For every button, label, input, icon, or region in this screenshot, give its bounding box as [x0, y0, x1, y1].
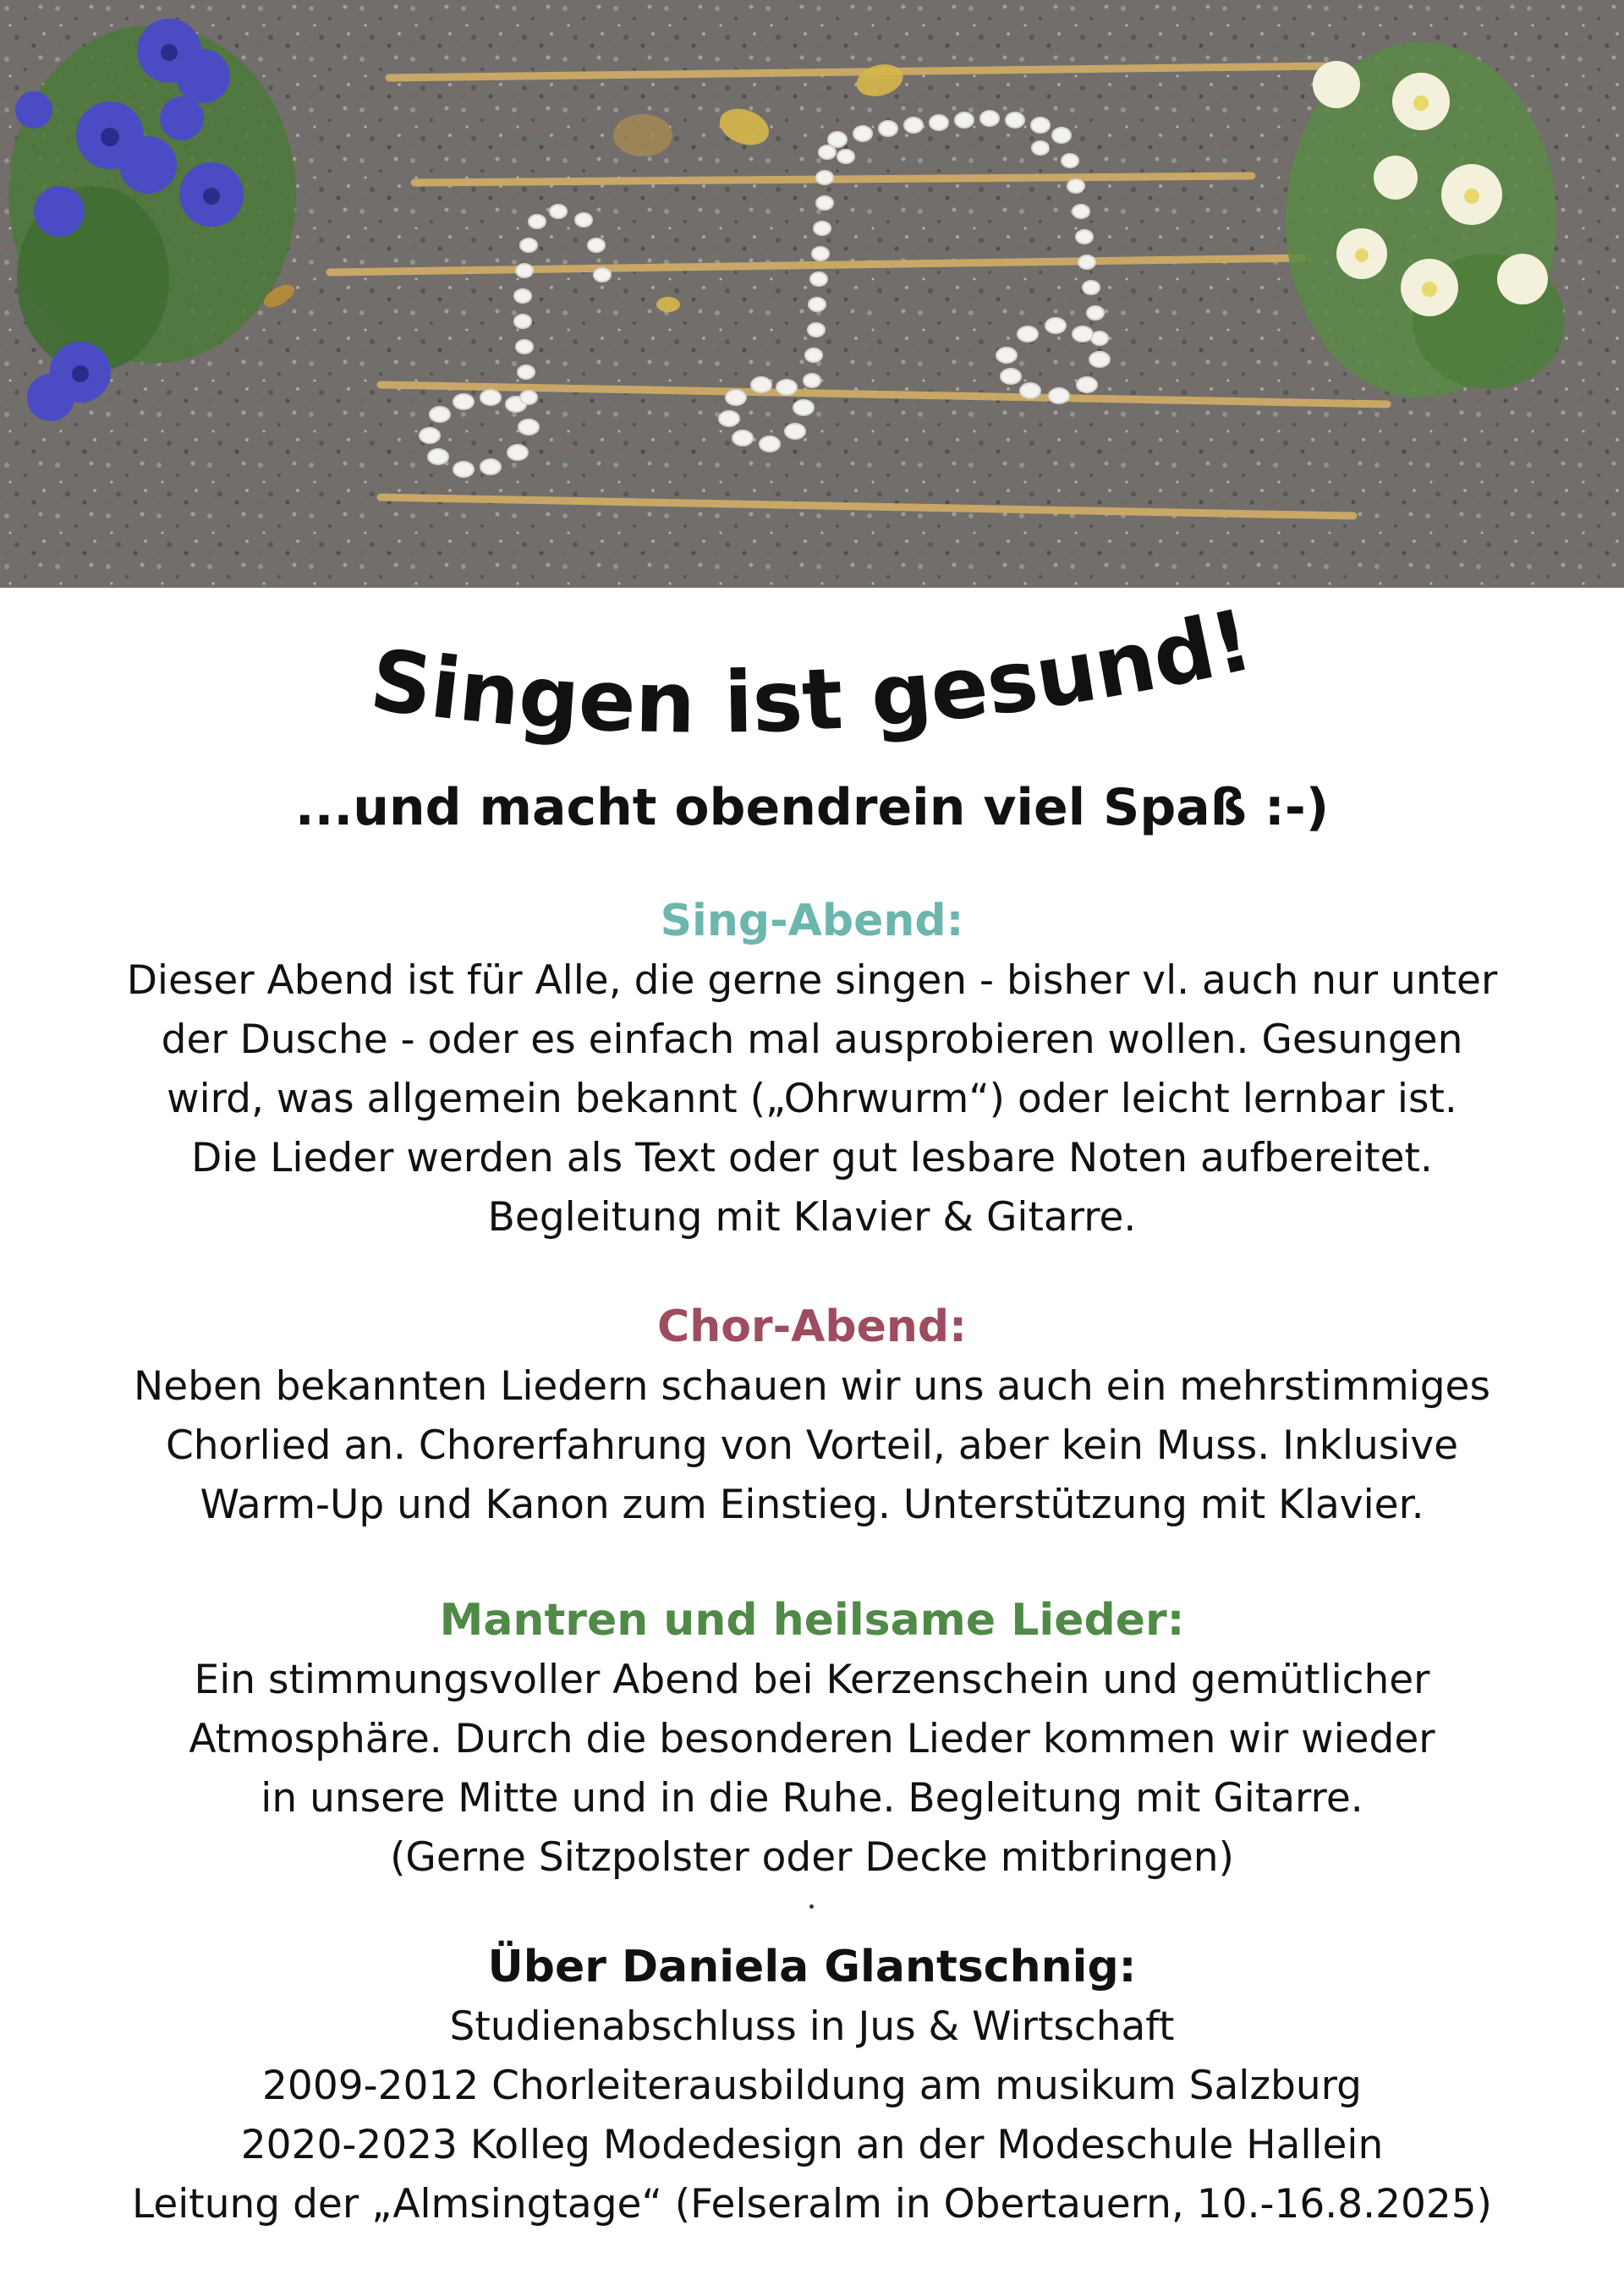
section-line: Warm-Up und Kanon zum Einstieg. Unterstützung mit Klavier.	[200, 1482, 1424, 1528]
section-line: 2020-2023 Kolleg Modedesign an der Modeschule Hallein	[240, 2122, 1384, 2168]
section-line: wird, was allgemein bekannt („Ohrwurm“) oder leicht lernbar ist.	[167, 1076, 1457, 1122]
section-line: Atmosphäre. Durch die besonderen Lieder kommen wir wieder	[189, 1716, 1435, 1762]
section-line: Ein stimmungsvoller Abend bei Kerzenschein und gemütlicher	[194, 1657, 1430, 1703]
section-line: Die Lieder werden als Text oder gut lesbare Noten aufbereitet.	[191, 1135, 1433, 1181]
header-photo	[0, 0, 1624, 588]
separator-dot	[809, 1904, 814, 1909]
section-chor-abend	[93, 1296, 1531, 1535]
section-line: Begleitung mit Klavier & Gitarre.	[487, 1194, 1137, 1241]
section-line: Dieser Abend ist für Alle, die gerne singen - bisher vl. auch nur unter	[126, 957, 1498, 1004]
section-about	[93, 1937, 1531, 2234]
page-subtitle: ...und macht obendrein viel Spaß :-)	[294, 778, 1330, 837]
section-line: 2009-2012 Chorleiterausbildung am musikum Salzburg	[262, 2063, 1362, 2109]
title-block	[0, 605, 1624, 774]
section-line: Chorlied an. Chorerfahrung von Vorteil, aber kein Muss. Inklusive	[165, 1422, 1459, 1469]
page-title	[0, 605, 1624, 774]
section-line: in unsere Mitte und in die Ruhe. Begleitung mit Gitarre.	[261, 1775, 1363, 1822]
section-sing-abend	[93, 890, 1531, 1247]
section-line: Neben bekannten Liedern schauen wir uns auch ein mehrstimmiges	[134, 1363, 1490, 1410]
section-heading: Sing-Abend:	[660, 896, 964, 946]
svg-text:Singen ist gesund!: Singen ist gesund!	[365, 605, 1261, 753]
section-heading: Chor-Abend:	[657, 1301, 967, 1352]
section-heading: Über Daniela Glantschnig:	[487, 1942, 1137, 1992]
section-mantren	[93, 1590, 1531, 1888]
section-line: Studienabschluss in Jus & Wirtschaft	[449, 2003, 1175, 2050]
section-line: der Dusche - oder es einfach mal ausprobieren wollen. Gesungen	[161, 1016, 1463, 1063]
section-heading: Mantren und heilsame Lieder:	[439, 1595, 1185, 1646]
section-line: Leitung der „Almsingtage“ (Felseralm in Obertauern, 10.-16.8.2025)	[131, 2181, 1493, 2228]
section-line: (Gerne Sitzpolster oder Decke mitbringen)	[390, 1834, 1234, 1881]
